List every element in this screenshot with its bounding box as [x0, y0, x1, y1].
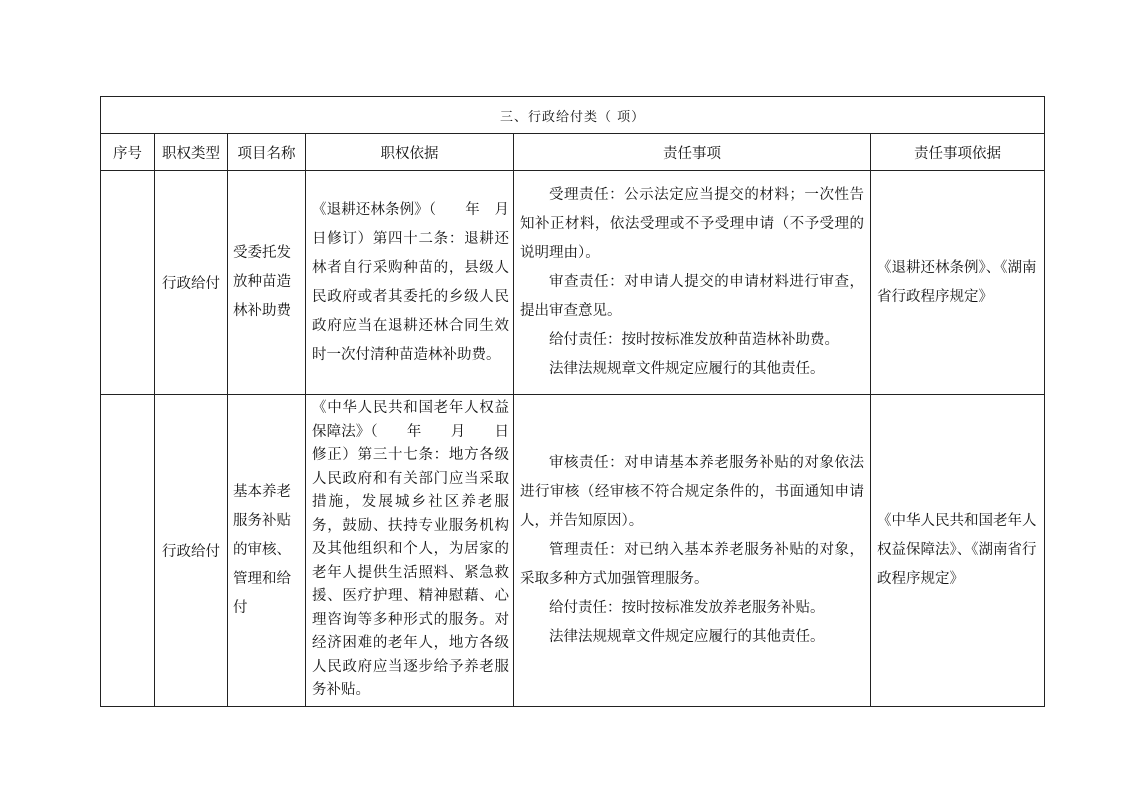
row-item-name: 受委托发放种苗造林补助费: [228, 171, 306, 395]
header-power-basis: 职权依据: [306, 134, 514, 171]
header-power-type: 职权类型: [155, 134, 228, 171]
duty-item: 给付责任：按时按标准发放养老服务补贴。: [549, 599, 825, 616]
row-duties: [514, 171, 871, 395]
row-duty-basis: 《退耕还林条例》、《湖南省行政程序规定》: [871, 171, 1045, 395]
row-number: [101, 395, 155, 707]
duty-item: 审查责任：对申请人提交的申请材料进行审查，提出审查意见。: [520, 274, 864, 319]
duty-item: 管理责任：对已纳入基本养老服务补贴的对象，采取多种方式加强管理服务。: [520, 541, 864, 587]
header-duty-basis: 责任事项依据: [871, 134, 1045, 171]
power-list-table: [100, 96, 1045, 707]
duty-item: 法律法规规章文件规定应履行的其他责任。: [549, 361, 825, 377]
row-power-type: 行政给付: [155, 395, 228, 707]
duty-item: 法律法规规章文件规定应履行的其他责任。: [549, 628, 825, 645]
table-title: 三、行政给付类（ 项）: [101, 97, 1045, 134]
row-power-basis: 《中华人民共和国老年人权益保障法》（ 年 月 日修正）第三十七条：地方各级人民政府和有关部门应当采取措施，发展城乡社区养老服务，鼓励、扶持专业服务机构及其他组织和个人，为居家的老年人提供生活照料、紧急救援、医疗护理、精神慰藉、心理咨询等多种形式的服务。对经济困难的老年人，地方各级人民政府应当逐步给予养老服务补贴。: [306, 395, 514, 707]
duty-item: 审核责任：对申请基本养老服务补贴的对象依法进行审核（经审核不符合规定条件的，书面通知申请人，并告知原因）。: [520, 454, 864, 529]
table-title-row: [101, 97, 1045, 134]
row-duty-basis: 《中华人民共和国老年人权益保障法》、《湖南省行政程序规定》: [871, 395, 1045, 707]
row-number: [101, 171, 155, 395]
row-power-basis: 《退耕还林条例》（ 年 月 日修订）第四十二条：退耕还林者自行采购种苗的，县级人民政府或者其委托的乡级人民政府应当在退耕还林合同生效时一次付清种苗造林补助费。: [306, 171, 514, 395]
duty-item: 给付责任：按时按标准发放种苗造林补助费。: [549, 332, 839, 348]
table-header-row: [101, 134, 1045, 171]
table-row: [101, 171, 1045, 395]
header-no: 序号: [101, 134, 155, 171]
row-duties: [514, 395, 871, 707]
table-row: [101, 395, 1045, 707]
row-power-type: 行政给付: [155, 171, 228, 395]
row-item-name: 基本养老服务补贴的审核、管理和给付: [228, 395, 306, 707]
header-duties: 责任事项: [514, 134, 871, 171]
duty-item: 受理责任：公示法定应当提交的材料；一次性告知补正材料，依法受理或不予受理申请（不予受理的说明理由）。: [520, 187, 864, 261]
header-item-name: 项目名称: [228, 134, 306, 171]
